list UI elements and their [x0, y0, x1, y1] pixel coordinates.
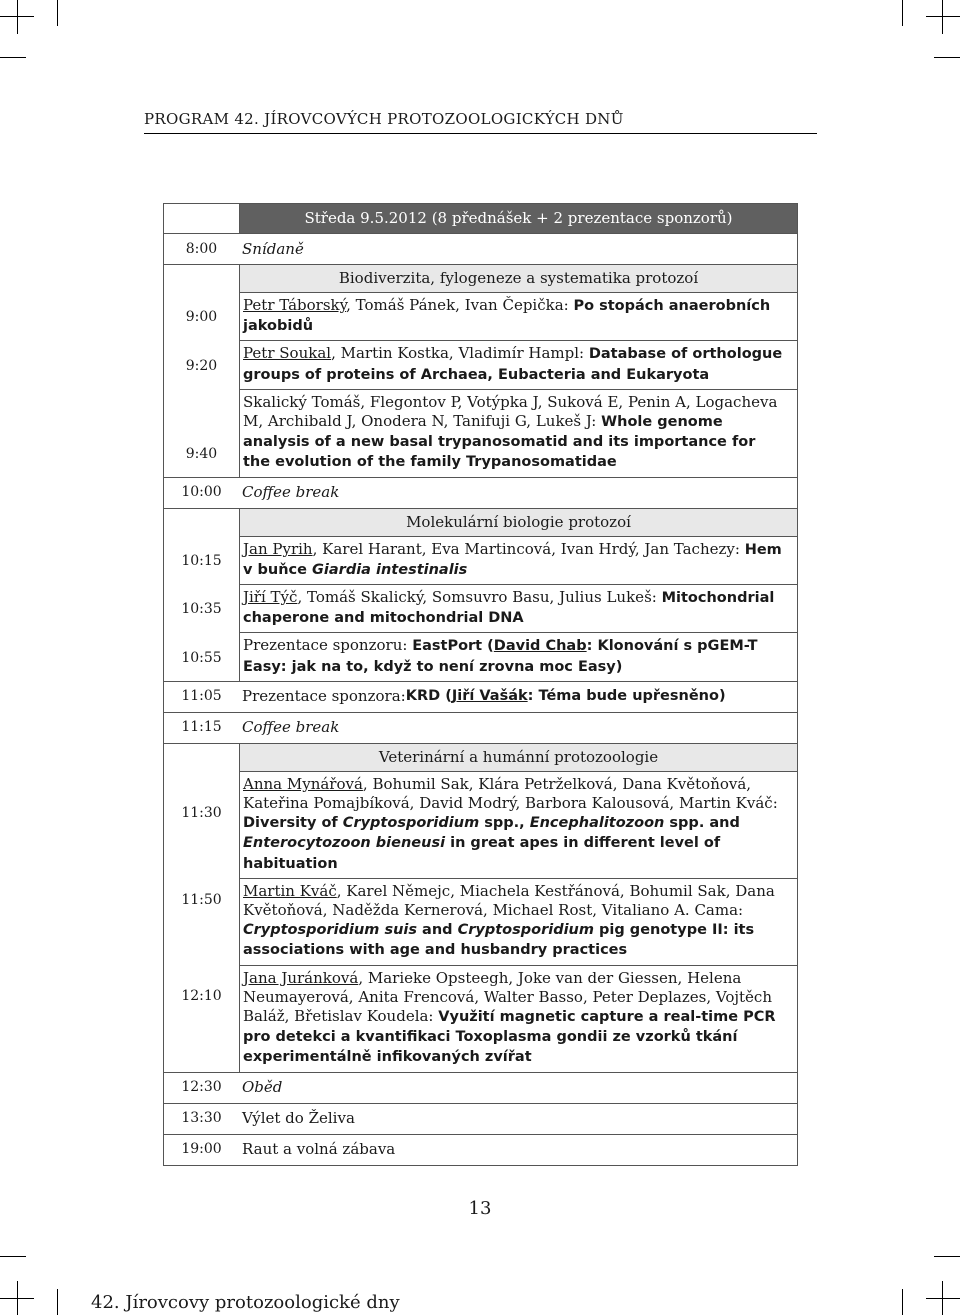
sponsor-row: [164, 681, 797, 712]
section-body: [240, 744, 797, 1072]
day-title-row: [164, 204, 797, 233]
section-biodiversity: [164, 264, 797, 477]
talk-time: 9:40: [185, 446, 218, 462]
section-title: Biodiverzita, fylogeneze a systematika protozoí: [240, 265, 797, 293]
co-authors: , Tomáš Skalický, Somsuvro Basu, Julius Lukeš:: [297, 588, 662, 607]
sponsor-prefix: Prezentace sponzoru:: [243, 636, 413, 655]
section-body: [240, 265, 797, 477]
talk-time: 10:35: [181, 600, 222, 617]
talk-time: 11:50: [181, 891, 222, 908]
sponsor-entry: [240, 632, 797, 680]
time-cell: 19:00: [181, 1141, 222, 1158]
co-authors: Skalický Tomáš, Flegontov P, Votýpka J, Suková E, Penin A, Logacheva M, Archibald J, Onodera N, Tanifuji G, Lukeš J:: [243, 392, 778, 431]
footer-text: 42. Jírovcovy protozoologické dny: [91, 1292, 400, 1313]
talk-time: 9:00: [185, 309, 218, 325]
crop-mark: [902, 0, 903, 26]
trip-row: [164, 1103, 797, 1134]
talk-entry: [240, 772, 797, 878]
co-authors: , Bohumil Sak, Klára Petrželková, Dana Květoňová, Kateřina Pomajbíková, David Modrý, Barbora Kalousová, Martin Kváč:: [243, 774, 778, 813]
presenting-author: David Chab: [493, 638, 587, 655]
talk-time: 11:30: [181, 804, 222, 821]
talk-title-species: Cryptosporidium suis: [243, 922, 417, 939]
breakfast-row: [164, 233, 797, 264]
section-time-column: [164, 509, 240, 681]
talk-title: : Klonování s pGEM-T Easy: jak na to, když to není zrovna moc Easy): [243, 638, 758, 675]
sponsor-company: EastPort (: [412, 638, 494, 655]
time-cell: 10:00: [181, 484, 222, 501]
presenting-author: Jiří Týč: [243, 588, 298, 607]
section-title: Veterinární a humánní protozoologie: [240, 744, 797, 772]
sponsor-company: KRD (: [405, 688, 452, 705]
running-header: PROGRAM 42. JÍROVCOVÝCH PROTOZOOLOGICKÝCH DNŮ: [144, 110, 624, 128]
talk-entry: [240, 584, 797, 632]
crop-mark: [17, 0, 18, 34]
trip-label: Výlet do Želiva: [242, 1109, 355, 1128]
party-label: Raut a volná zábava: [242, 1140, 396, 1159]
crop-mark: [57, 1289, 58, 1315]
coffee-break-row: [164, 712, 797, 743]
time-cell: 11:15: [181, 719, 222, 736]
section-veterinary: [164, 743, 797, 1072]
talk-entry: [240, 878, 797, 965]
sponsor-prefix: Prezentace sponzora:: [242, 687, 406, 706]
crop-mark: [926, 1298, 960, 1299]
talk-title: Database of orthologue groups of proteins of Archaea, Eubacteria and Eukaryota: [243, 346, 783, 383]
crop-mark: [942, 0, 943, 34]
time-cell: 8:00: [185, 240, 218, 257]
co-authors: , Tomáš Pánek, Ivan Čepička:: [346, 296, 574, 314]
header-rule: [144, 133, 817, 134]
presenting-author: Jana Juránková: [243, 968, 359, 987]
talk-entry: [240, 389, 797, 477]
co-authors: , Karel Němejc, Miachela Kestřánová, Bohumil Sak, Dana Květoňová, Naděžda Kernerová, Michael Rost, Vitaliano A. Cama:: [243, 881, 775, 920]
time-cell: 11:05: [181, 688, 222, 705]
coffee-break-label: Coffee break: [242, 483, 340, 502]
co-authors: , Martin Kostka, Vladimír Hampl:: [331, 344, 589, 363]
crop-mark: [0, 1256, 26, 1257]
section-molecular-biology: [164, 508, 797, 681]
time-cell-empty: [164, 204, 240, 233]
crop-mark: [902, 1289, 903, 1315]
talk-title-species: Cryptosporidium: [457, 922, 594, 939]
section-body: [240, 509, 797, 681]
sponsor-entry: [239, 682, 797, 712]
crop-mark: [0, 1298, 34, 1299]
time-cell: 13:30: [181, 1110, 222, 1127]
crop-mark: [934, 1256, 960, 1257]
presenting-author: Martin Kváč: [243, 881, 337, 900]
talk-title: and: [417, 922, 458, 939]
co-authors: , Marieke Opsteegh, Joke van der Giessen, Helena Neumayerová, Anita Frencová, Walter Basso, Peter Deplazes, Vojtěch Baláž, Břetislav Koudela:: [243, 968, 772, 1026]
section-time-column: [164, 265, 240, 477]
talk-time: 9:20: [185, 358, 218, 374]
coffee-break-label: Coffee break: [242, 718, 340, 737]
talk-title: pig genotype II: its associations with age and husbandry practices: [243, 922, 755, 959]
talk-title: Po stopách anaerobních jakobidů: [243, 298, 771, 335]
crop-mark: [926, 16, 960, 17]
talk-title-species: Giardia intestinalis: [312, 561, 468, 578]
talk-title-species: Cryptosporidium: [342, 815, 480, 832]
day-title: Středa 9.5.2012 (8 přednášek + 2 prezentace sponzorů): [240, 204, 797, 233]
talk-title-species: Encephalitozoon: [529, 815, 665, 832]
breakfast-label: Snídaně: [242, 239, 304, 258]
talk-title: Mitochondrial chaperone and mitochondrial DNA: [243, 590, 775, 627]
talk-entry: [240, 537, 797, 584]
talk-entry: [240, 293, 797, 340]
talk-title: Hem v buňce: [243, 541, 782, 578]
lunch-row: [164, 1072, 797, 1103]
talk-title: : Téma bude upřesněno): [527, 688, 726, 705]
crop-mark: [0, 57, 26, 58]
talk-entry: [240, 965, 797, 1072]
talk-title: spp.,: [479, 815, 530, 832]
section-title: Molekulární biologie protozoí: [240, 509, 797, 537]
talk-title: Diversity of: [243, 815, 343, 832]
talk-title: in great apes in different level of habituation: [243, 835, 721, 872]
party-row: [164, 1134, 797, 1165]
talk-title: spp. and: [664, 815, 740, 832]
talk-title-species: Enterocytozoon bieneusi: [243, 835, 446, 852]
page-number: 13: [468, 1198, 492, 1219]
time-cell: 12:30: [181, 1079, 222, 1096]
crop-mark: [934, 57, 960, 58]
talk-title: Whole genome analysis of a new basal trypanosomatid and its importance for the evolution of the family Trypanosomatidae: [243, 414, 756, 471]
crop-mark: [57, 0, 58, 26]
talk-time: 10:55: [181, 649, 222, 666]
co-authors: , Karel Harant, Eva Martincová, Ivan Hrdý, Jan Tachezy:: [312, 539, 745, 558]
talk-entry: [240, 340, 797, 388]
talk-title: Využití magnetic capture a real-time PCR pro detekci a kvantifikaci Toxoplasma gondii ze vzorků tkání experimentálně infikovaných zvířat: [243, 1009, 776, 1066]
presenting-author: Petr Táborský: [243, 296, 347, 314]
presenting-author: Jan Pyrih: [243, 539, 313, 558]
section-time-column: [164, 744, 240, 1072]
talk-time: 10:15: [181, 552, 222, 569]
lunch-label: Oběd: [242, 1078, 283, 1097]
coffee-break-row: [164, 477, 797, 508]
presenting-author: Petr Soukal: [243, 344, 332, 363]
talk-time: 12:10: [181, 987, 222, 1004]
presenting-author: Jiří Vašák: [451, 688, 528, 705]
program-table: [163, 203, 798, 1166]
presenting-author: Anna Mynářová: [243, 774, 363, 793]
